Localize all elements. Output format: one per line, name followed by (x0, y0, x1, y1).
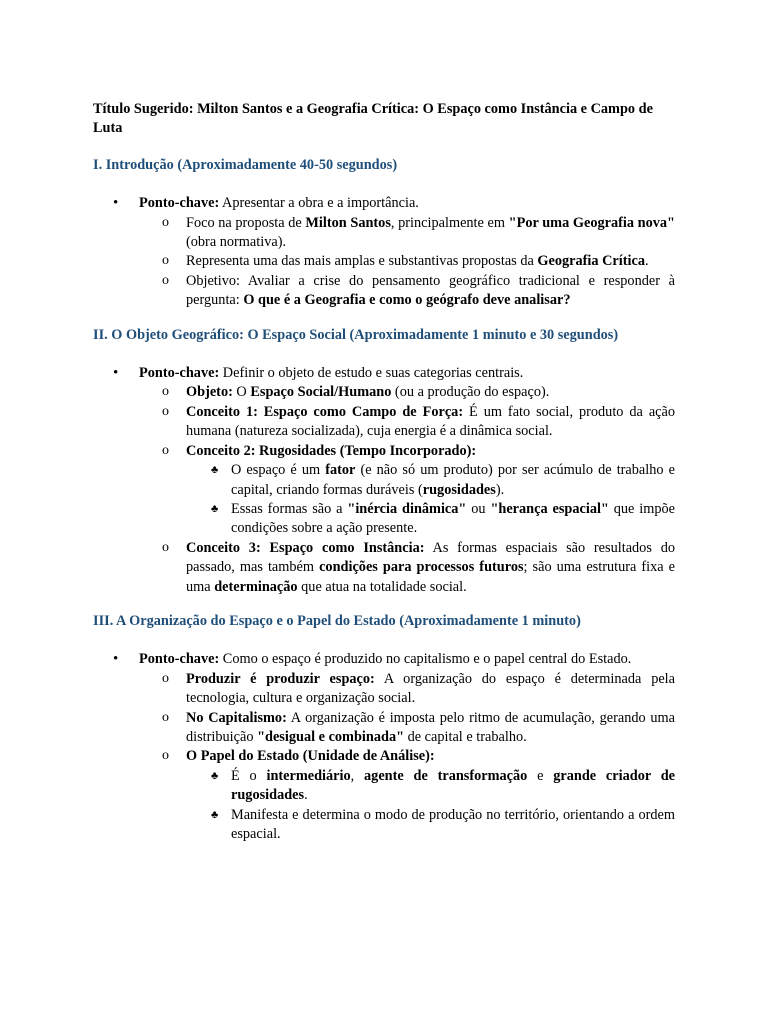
section-list-introducao (93, 194, 675, 310)
list-item (139, 403, 675, 442)
text-run: A organização é imposta pelo ritmo de acumulação, gerando uma distribuição (186, 709, 675, 745)
bold-text-run: Geografia Crítica (537, 253, 645, 270)
key-point-text (139, 651, 631, 667)
bold-text-run: Conceito 2: Rugosidades (Tempo Incorporado): (186, 442, 477, 459)
key-point (93, 364, 675, 597)
text-run: de capital e trabalho. (404, 728, 527, 745)
key-point-description: Apresentar a obra e a importância. (219, 195, 419, 212)
bold-text-run: Objeto: (186, 384, 233, 401)
text-run: e (527, 767, 554, 784)
text-run: (e não só um produto) por ser acúmulo de trabalho e capital, criando formas duráveis ( (231, 462, 675, 498)
bold-text-run: Milton Santos (305, 214, 391, 231)
bold-text-run: O que é a Geografia e como o geógrafo deve analisar? (243, 292, 571, 309)
text-run: (obra normativa). (186, 234, 287, 251)
bold-text-run: "herança espacial" (490, 500, 609, 517)
text-run: Representa uma das mais amplas e substantivas propostas da (186, 253, 538, 270)
text-run: Objetivo: Avaliar a crise do pensamento geográfico tradicional e responder à pergunta: (186, 272, 675, 309)
text-run: Foco na proposta de (186, 214, 306, 231)
bold-text-run: Conceito 3: Espaço como Instância: (186, 539, 425, 556)
text-run: . (644, 253, 649, 270)
list-item (139, 272, 675, 311)
document-body (93, 100, 675, 844)
nested-sub-list (186, 767, 675, 845)
text-run: O espaço é um (231, 462, 326, 479)
nested-list-item (186, 461, 675, 500)
text-run: , (350, 767, 365, 784)
list-item (139, 383, 675, 402)
bold-text-run: No Capitalismo: (186, 709, 287, 726)
text-run: É um fato social, produto da ação humana (natureza socializada), cuja energia é a dinâmica social. (186, 403, 676, 440)
text-run: É o (231, 767, 267, 784)
sub-list (139, 214, 675, 311)
key-point (93, 650, 675, 844)
section-heading-introducao: I. Introdução (Aproximadamente 40-50 segundos) (93, 156, 398, 173)
nested-list-item (186, 806, 675, 845)
text-run: As formas espaciais são resultados do passado, mas também (186, 539, 675, 576)
list-item (139, 214, 675, 253)
key-point-description: Definir o objeto de estudo e suas categorias centrais. (219, 365, 524, 382)
text-run: que impõe condições sobre a ação presente. (231, 500, 676, 537)
text-run: , principalmente em (390, 214, 509, 231)
text-run: Essas formas são a (231, 500, 348, 517)
bold-text-run: O Papel do Estado (Unidade de Análise): (186, 748, 435, 765)
text-run: A organização do espaço é determinada pela tecnologia, cultura e organização social. (186, 670, 675, 707)
text-run: (ou a produção do espaço). (391, 384, 550, 401)
bold-text-run: condições para processos futuros (319, 559, 524, 576)
section-heading-organizacao-espaco: III. A Organização do Espaço e o Papel do Estado (Aproximadamente 1 minuto) (93, 612, 581, 629)
nested-list-item (186, 767, 675, 806)
bold-text-run: "desigual e combinada" (257, 728, 405, 745)
text-run: ou (466, 500, 491, 517)
bold-text-run: determinação (214, 578, 298, 595)
section-list-organizacao-espaco (93, 650, 675, 844)
list-item-text (186, 748, 435, 764)
text-run: Manifesta e determina o modo de produção no território, orientando a ordem espacial. (231, 806, 675, 842)
sub-list (139, 670, 675, 845)
bold-text-run: agente de transformação (364, 767, 528, 784)
key-point-text (139, 365, 523, 381)
section-heading-objeto-geografico: II. O Objeto Geográfico: O Espaço Social (Aproximadamente 1 minuto e 30 segundos) (93, 326, 619, 343)
bold-text-run: Espaço Social/Humano (250, 384, 392, 401)
bold-text-run: rugosidades (422, 481, 496, 498)
text-run: O (232, 384, 251, 401)
bold-text-run: "Por uma Geografia nova" (508, 214, 675, 231)
sub-list (139, 383, 675, 596)
list-item (139, 709, 675, 748)
section-list-objeto-geografico (93, 364, 675, 597)
list-item-text (186, 443, 476, 459)
key-point-label: Ponto-chave: (139, 195, 220, 212)
list-item (139, 442, 675, 539)
text-run: que atua na totalidade social. (297, 578, 467, 595)
bold-text-run: fator (325, 462, 356, 479)
nested-list-item (186, 500, 675, 539)
text-run: ; são uma estrutura fixa e uma (186, 559, 676, 595)
nested-sub-list (186, 461, 675, 539)
list-item (139, 747, 675, 844)
key-point-description: Como o espaço é produzido no capitalismo e o papel central do Estado. (219, 651, 632, 668)
key-point (93, 194, 675, 310)
text-run: . (304, 787, 308, 804)
bold-text-run: intermediário (266, 767, 351, 784)
list-item (139, 539, 675, 597)
key-point-text (139, 195, 419, 211)
key-point-label: Ponto-chave: (139, 651, 220, 668)
text-run: ). (495, 481, 505, 498)
bold-text-run: grande criador de rugosidades (231, 767, 676, 804)
key-point-label: Ponto-chave: (139, 365, 220, 382)
document-title: Título Sugerido: Milton Santos e a Geografia Crítica: O Espaço como Instância e Campo de Luta (93, 101, 653, 137)
bold-text-run: "inércia dinâmica" (347, 500, 467, 517)
bold-text-run: Conceito 1: Espaço como Campo de Força: (186, 403, 464, 420)
bold-text-run: Produzir é produzir espaço: (186, 670, 375, 687)
list-item (139, 670, 675, 709)
list-item (139, 252, 675, 271)
